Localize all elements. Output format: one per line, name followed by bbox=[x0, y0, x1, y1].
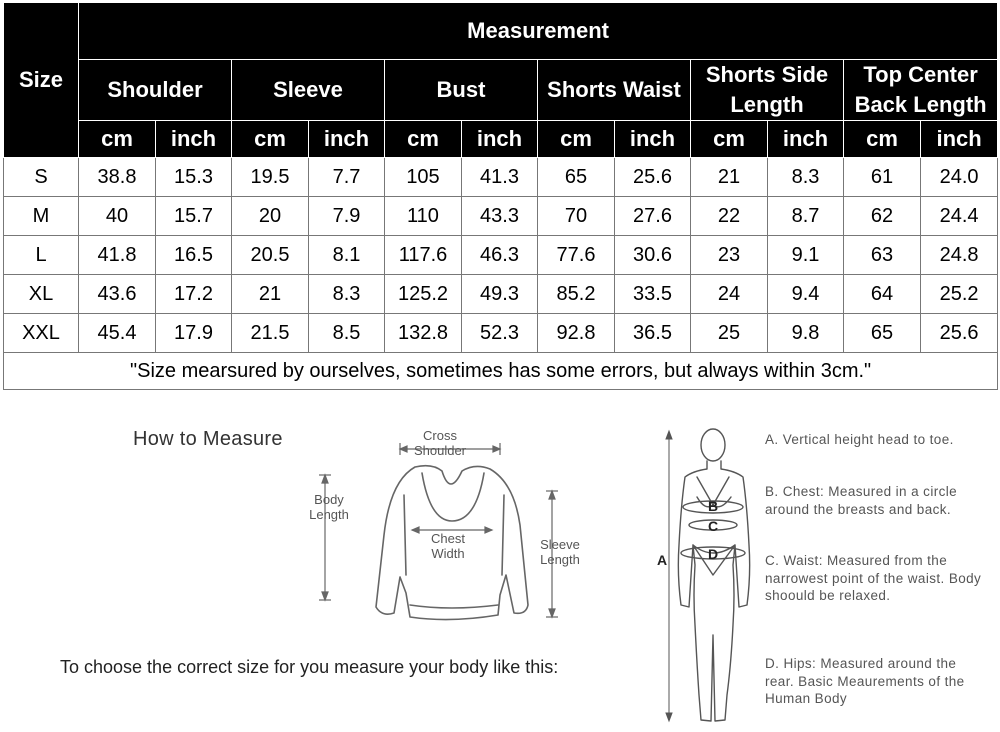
size-cell: S bbox=[4, 158, 79, 197]
value-cell: 61 bbox=[844, 158, 921, 197]
value-cell: 17.2 bbox=[156, 275, 232, 314]
unit-header: inch bbox=[309, 121, 385, 158]
size-cell: M bbox=[4, 197, 79, 236]
value-cell: 52.3 bbox=[462, 314, 538, 353]
value-cell: 8.1 bbox=[309, 236, 385, 275]
chest-width-label: Chest Width bbox=[431, 531, 465, 561]
value-cell: 40 bbox=[79, 197, 156, 236]
size-cell: XXL bbox=[4, 314, 79, 353]
unit-header: cm bbox=[385, 121, 462, 158]
value-cell: 24.8 bbox=[921, 236, 998, 275]
value-cell: 64 bbox=[844, 275, 921, 314]
value-cell: 62 bbox=[844, 197, 921, 236]
value-cell: 16.5 bbox=[156, 236, 232, 275]
size-header: Size bbox=[4, 3, 79, 158]
unit-header: inch bbox=[462, 121, 538, 158]
table-row bbox=[4, 236, 998, 275]
column-header-shoulder: Shoulder bbox=[79, 60, 232, 121]
marker-b: B bbox=[708, 498, 719, 514]
unit-header: inch bbox=[615, 121, 691, 158]
marker-a: A bbox=[657, 552, 668, 568]
column-header-shorts-waist: Shorts Waist bbox=[538, 60, 691, 121]
table-row bbox=[4, 275, 998, 314]
value-cell: 41.8 bbox=[79, 236, 156, 275]
unit-header: cm bbox=[538, 121, 615, 158]
legend-b bbox=[765, 483, 985, 518]
value-cell: 41.3 bbox=[462, 158, 538, 197]
value-cell: 38.8 bbox=[79, 158, 156, 197]
body-length-label: Body Length bbox=[309, 492, 349, 522]
value-cell: 25 bbox=[691, 314, 768, 353]
value-cell: 27.6 bbox=[615, 197, 691, 236]
legend-d bbox=[765, 655, 985, 708]
table-row bbox=[4, 158, 998, 197]
marker-c: C bbox=[708, 518, 719, 534]
table-row bbox=[4, 314, 998, 353]
unit-header: cm bbox=[79, 121, 156, 158]
legend-text: A. Vertical height head to toe. bbox=[765, 432, 954, 447]
value-cell: 45.4 bbox=[79, 314, 156, 353]
value-cell: 70 bbox=[538, 197, 615, 236]
unit-header: inch bbox=[156, 121, 232, 158]
value-cell: 117.6 bbox=[385, 236, 462, 275]
value-cell: 25.6 bbox=[615, 158, 691, 197]
value-cell: 49.3 bbox=[462, 275, 538, 314]
legend-a bbox=[765, 431, 985, 449]
value-cell: 21.5 bbox=[232, 314, 309, 353]
size-chart-table bbox=[3, 2, 998, 390]
unit-header: cm bbox=[844, 121, 921, 158]
column-header-bust: Bust bbox=[385, 60, 538, 121]
value-cell: 15.7 bbox=[156, 197, 232, 236]
value-cell: 25.6 bbox=[921, 314, 998, 353]
value-cell: 20 bbox=[232, 197, 309, 236]
column-header-shorts-side-length: Shorts Side Length bbox=[691, 60, 844, 121]
value-cell: 25.2 bbox=[921, 275, 998, 314]
value-cell: 22 bbox=[691, 197, 768, 236]
value-cell: 132.8 bbox=[385, 314, 462, 353]
cross-shoulder-label: Cross Shoulder bbox=[413, 428, 467, 458]
unit-header: cm bbox=[232, 121, 309, 158]
value-cell: 21 bbox=[232, 275, 309, 314]
value-cell: 20.5 bbox=[232, 236, 309, 275]
value-cell: 24 bbox=[691, 275, 768, 314]
value-cell: 77.6 bbox=[538, 236, 615, 275]
unit-header: inch bbox=[768, 121, 844, 158]
value-cell: 8.3 bbox=[309, 275, 385, 314]
value-cell: 46.3 bbox=[462, 236, 538, 275]
value-cell: 9.4 bbox=[768, 275, 844, 314]
value-cell: 23 bbox=[691, 236, 768, 275]
value-cell: 36.5 bbox=[615, 314, 691, 353]
value-cell: 21 bbox=[691, 158, 768, 197]
size-note: "Size mearsured by ourselves, sometimes has some errors, but always within 3cm." bbox=[4, 353, 998, 390]
value-cell: 110 bbox=[385, 197, 462, 236]
value-cell: 8.7 bbox=[768, 197, 844, 236]
sleeve-length-label: Sleeve Length bbox=[540, 537, 580, 567]
value-cell: 17.9 bbox=[156, 314, 232, 353]
value-cell: 65 bbox=[844, 314, 921, 353]
legend-c bbox=[765, 552, 985, 605]
size-cell: L bbox=[4, 236, 79, 275]
column-header-top-center-back-length: Top Center Back Length bbox=[844, 60, 998, 121]
value-cell: 7.7 bbox=[309, 158, 385, 197]
value-cell: 7.9 bbox=[309, 197, 385, 236]
body-figure bbox=[655, 425, 775, 730]
value-cell: 19.5 bbox=[232, 158, 309, 197]
value-cell: 24.0 bbox=[921, 158, 998, 197]
value-cell: 92.8 bbox=[538, 314, 615, 353]
how-to-measure-title: How to Measure bbox=[133, 428, 283, 450]
legend-text: D. Hips: Measured around the rear. Basic Meaurements of the Human Body bbox=[765, 656, 965, 706]
value-cell: 15.3 bbox=[156, 158, 232, 197]
legend-text: C. Waist: Measured from the narrowest point of the waist. Body shoould be relaxed. bbox=[765, 553, 982, 603]
value-cell: 105 bbox=[385, 158, 462, 197]
legend-text: B. Chest: Measured in a circle around the breasts and back. bbox=[765, 484, 958, 517]
column-header-sleeve: Sleeve bbox=[232, 60, 385, 121]
value-cell: 43.6 bbox=[79, 275, 156, 314]
value-cell: 9.1 bbox=[768, 236, 844, 275]
value-cell: 24.4 bbox=[921, 197, 998, 236]
value-cell: 33.5 bbox=[615, 275, 691, 314]
value-cell: 125.2 bbox=[385, 275, 462, 314]
unit-header: inch bbox=[921, 121, 998, 158]
size-cell: XL bbox=[4, 275, 79, 314]
table-row bbox=[4, 197, 998, 236]
value-cell: 30.6 bbox=[615, 236, 691, 275]
measurement-header: Measurement bbox=[79, 3, 998, 60]
marker-d: D bbox=[708, 546, 719, 562]
value-cell: 85.2 bbox=[538, 275, 615, 314]
instruction-text: To choose the correct size for you measure your body like this: bbox=[60, 657, 559, 677]
unit-header: cm bbox=[691, 121, 768, 158]
value-cell: 9.8 bbox=[768, 314, 844, 353]
value-cell: 65 bbox=[538, 158, 615, 197]
value-cell: 8.3 bbox=[768, 158, 844, 197]
value-cell: 8.5 bbox=[309, 314, 385, 353]
value-cell: 43.3 bbox=[462, 197, 538, 236]
value-cell: 63 bbox=[844, 236, 921, 275]
